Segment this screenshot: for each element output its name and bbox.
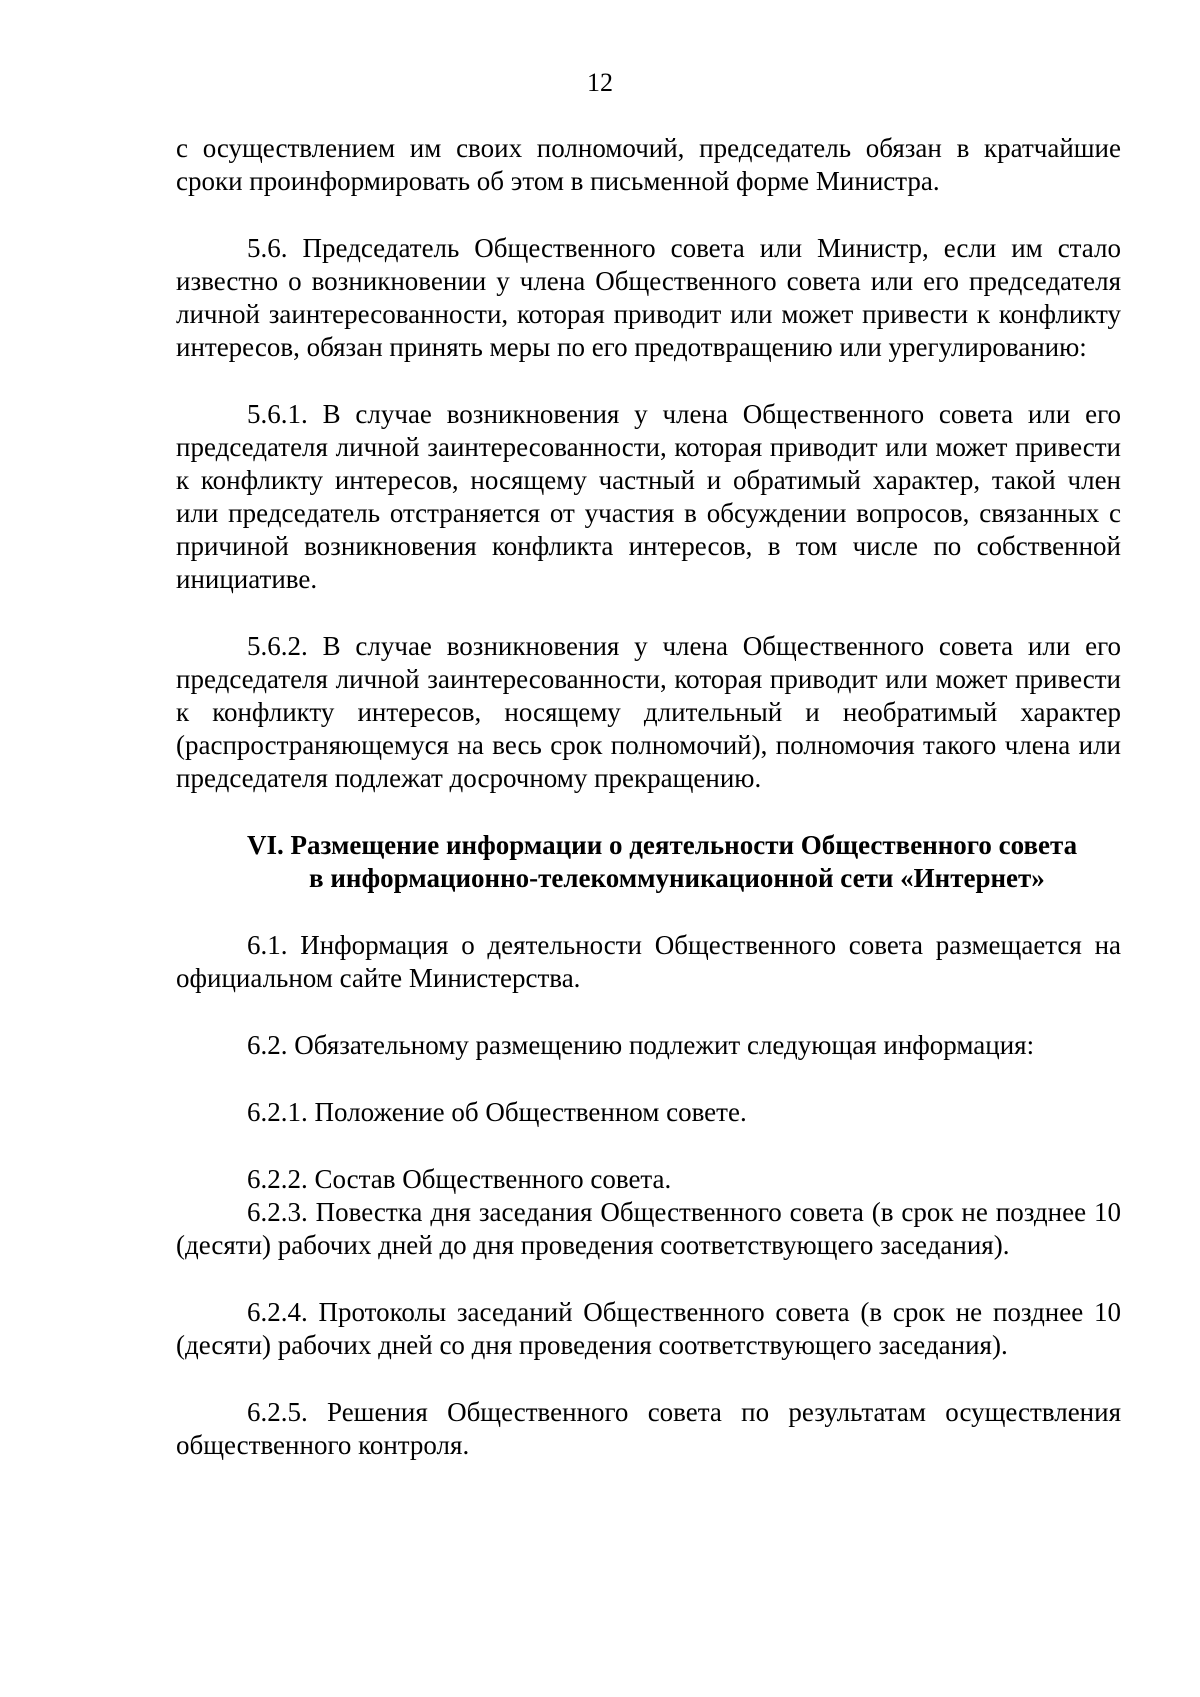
paragraph-6-1: 6.1. Информация о деятельности Общественного совета размещается на официальном сайте Министерства. xyxy=(176,930,1121,993)
paragraph-6-2-4: 6.2.4. Протоколы заседаний Общественного совета (в срок не позднее 10 (десяти) рабочих дней со дня проведения соответствующего заседания). xyxy=(176,1297,1121,1360)
section-vi-heading-line1: VI. Размещение информации о деятельности Общественного совета xyxy=(247,830,1078,860)
paragraph-6-2-5: 6.2.5. Решения Общественного совета по результатам осуществления общественного контроля. xyxy=(176,1397,1121,1460)
paragraph-6-2: 6.2. Обязательному размещению подлежит следующая информация: xyxy=(247,1030,1035,1060)
page-number: 12 xyxy=(587,68,613,97)
paragraph-5-6-1: 5.6.1. В случае возникновения у члена Общественного совета или его председателя личной заинтересованности, которая приводит или может привести к конфликту интересов, носящему частный и обратимый характер, такой член или председатель отстраняется от участия в обсуждении вопросов, связанных с причиной возникновения конфликта интересов, в том числе по собственной инициативе. xyxy=(176,399,1121,594)
paragraph-6-2-3: 6.2.3. Повестка дня заседания Общественного совета (в срок не позднее 10 (десяти) рабочих дней до дня проведения соответствующего заседания). xyxy=(176,1197,1121,1260)
section-vi-heading xyxy=(176,829,1121,895)
paragraph-5-6-2: 5.6.2. В случае возникновения у члена Общественного совета или его председателя личной заинтересованности, которая приводит или может привести к конфликту интересов, носящему длительный и необратимый характер (распространяющемуся на весь срок полномочий), полномочия такого члена или председателя подлежат досрочному прекращению. xyxy=(176,631,1121,793)
document-body xyxy=(176,132,1121,1462)
paragraph-continuation: с осуществлением им своих полномочий, председатель обязан в кратчайшие сроки проинформировать об этом в письменной форме Министра. xyxy=(176,133,1121,196)
section-vi-heading-line2: в информационно-телекоммуникационной сети «Интернет» xyxy=(309,863,1045,893)
paragraph-6-2-2: 6.2.2. Состав Общественного совета. xyxy=(247,1164,672,1194)
paragraph-5-6: 5.6. Председатель Общественного совета или Министр, если им стало известно о возникновении у члена Общественного совета или его председателя личной заинтересованности, которая приводит или может привести к конфликту интересов, обязан принять меры по его предотвращению или урегулированию: xyxy=(176,233,1121,362)
paragraph-6-2-1: 6.2.1. Положение об Общественном совете. xyxy=(247,1097,747,1127)
